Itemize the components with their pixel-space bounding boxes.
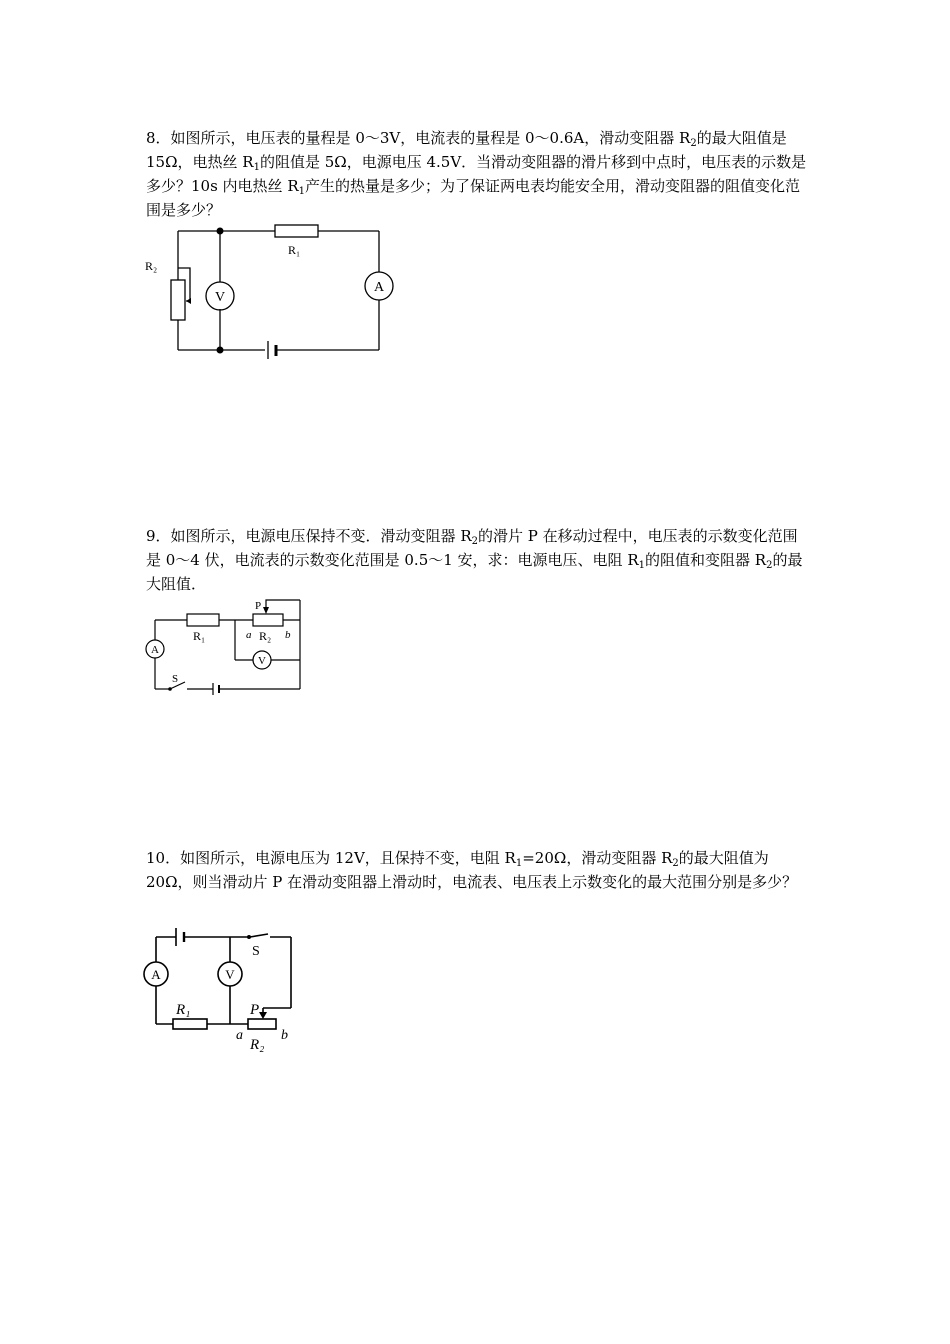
r1-label: R₁: [288, 243, 301, 257]
r1-resistor: [187, 614, 219, 626]
switch-label: S: [172, 673, 179, 685]
r2-rheostat: [253, 614, 283, 626]
problem-10-number: 10．: [146, 849, 181, 867]
problem-8-text: 8．如图所示，电压表的量程是 0～3V，电流表的量程是 0～0.6A，滑动变阻器 $R_2$的最大阻值是 15Ω，电热丝 $R_1$的阻值是 5Ω，电源电压 4.5V．当滑动变阻器的滑片移到中点时，电压表的示数是多少？10s 内电热丝 $R_1$产生的热量是多少；为了保证两电表均能安全用，滑动变阻器的阻值变化范围是多少？: [146, 129, 807, 219]
switch-blade: [250, 934, 268, 937]
slider-p-label: P: [255, 600, 262, 612]
r2-label: R₂: [145, 259, 158, 273]
problem-9-circuit-diagram: [0, 580, 950, 710]
r2-rheostat: [171, 280, 185, 320]
r1-resistor: [173, 1019, 207, 1029]
switch-label: S: [252, 944, 260, 959]
ammeter-label: A: [151, 644, 159, 656]
r2-slider-arrow: [186, 298, 191, 304]
problem-9-number: 9．: [146, 527, 171, 545]
r2-rheostat: [248, 1019, 276, 1029]
slider-p-label: P: [250, 1002, 260, 1018]
r1-label: R₁: [176, 1002, 191, 1018]
r2-label: R₂: [259, 629, 272, 643]
slider-wire: [266, 600, 300, 608]
voltmeter-label: V: [258, 655, 266, 667]
ammeter-label: A: [373, 280, 385, 295]
r2-slider-wire: [178, 268, 190, 301]
end-b-label: b: [281, 1028, 288, 1043]
voltmeter-label: V: [214, 290, 226, 305]
r2-label: R₂: [250, 1037, 265, 1053]
r1-resistor: [275, 225, 318, 237]
switch-pivot: [168, 687, 172, 691]
problem-10-text: 10．如图所示，电源电压为 12V，且保持不变，电阻 $R_1=20\Omega$，滑动变阻器 $R_2$的最大阻值为 20Ω，则当滑动片 P 在滑动变阻器上滑动时，电流表、电压表上示数变化的最大范围分别是多少？: [146, 849, 798, 891]
end-a-label: a: [246, 629, 252, 641]
r1-label: R₁: [193, 629, 206, 643]
switch-pivot: [247, 935, 251, 939]
ammeter-label: A: [151, 967, 161, 982]
slider-arrow: [263, 607, 269, 614]
voltmeter-label: V: [225, 967, 235, 982]
problem-8-number: 8．: [146, 129, 171, 147]
end-b-label: b: [285, 629, 291, 641]
junction-dot-top: [217, 228, 224, 235]
problem-8-circuit-diagram: [0, 0, 950, 400]
end-a-label: a: [236, 1028, 243, 1043]
problem-9-text: 9．如图所示，电源电压保持不变．滑动变阻器 $R_2$的滑片 P 在移动过程中，电压表的示数变化范围是 0～4 伏，电流表的示数变化范围是 0.5～1 安，求：电源电压、电阻 $R_1$的阻值和变阻器 $R_2$的最大阻值．: [146, 527, 803, 593]
slider-arrow: [259, 1012, 267, 1019]
junction-dot-bottom: [217, 347, 224, 354]
problem-10-circuit-diagram: [0, 920, 950, 1060]
